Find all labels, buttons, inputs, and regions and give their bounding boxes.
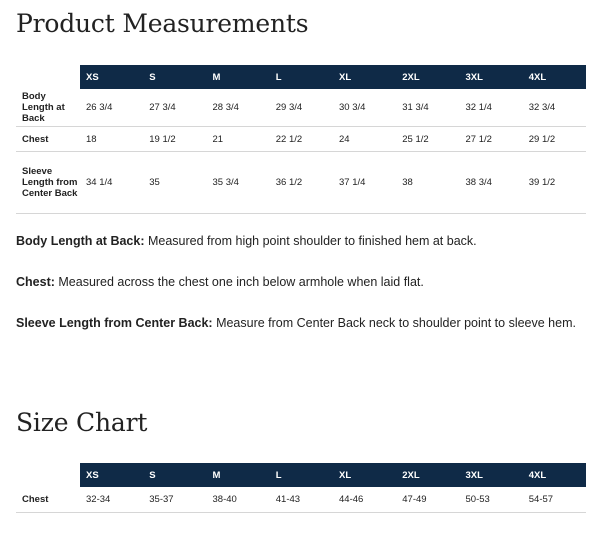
size-chart-title: Size Chart xyxy=(16,408,148,437)
table-cell: 37 1/4 xyxy=(333,152,396,214)
size-header-l: L xyxy=(270,65,333,89)
size-header-m: M xyxy=(207,65,270,89)
definition-term: Sleeve Length from Center Back: xyxy=(16,316,213,330)
table-cell: 44-46 xyxy=(333,487,396,513)
size-header-xl: XL xyxy=(333,65,396,89)
table-row xyxy=(16,487,586,513)
table-cell: 35 xyxy=(143,152,206,214)
size-header-3xl: 3XL xyxy=(460,463,523,487)
table-cell: 35-37 xyxy=(143,487,206,513)
table-cell: 24 xyxy=(333,127,396,152)
table-cell: 39 1/2 xyxy=(523,152,586,214)
product-measurements-table xyxy=(16,65,586,214)
table-row xyxy=(16,152,586,214)
table-cell: 35 3/4 xyxy=(207,152,270,214)
table-cell: 29 1/2 xyxy=(523,127,586,152)
definition-body-length xyxy=(16,232,586,251)
table-cell: 31 3/4 xyxy=(396,89,459,127)
table-cell: 36 1/2 xyxy=(270,152,333,214)
size-header-s: S xyxy=(143,65,206,89)
definition-text: Measured from high point shoulder to finished hem at back. xyxy=(144,234,477,248)
table-cell: 18 xyxy=(80,127,143,152)
row-label-sleeve-length: Sleeve Length from Center Back xyxy=(16,152,80,214)
table-header-row xyxy=(16,65,586,89)
table-cell: 29 3/4 xyxy=(270,89,333,127)
table-cell: 22 1/2 xyxy=(270,127,333,152)
size-header-l: L xyxy=(270,463,333,487)
table-cell: 27 3/4 xyxy=(143,89,206,127)
definition-chest xyxy=(16,273,586,292)
row-label-chest: Chest xyxy=(16,127,80,152)
row-label-body-length: Body Length at Back xyxy=(16,89,80,127)
size-header-4xl: 4XL xyxy=(523,463,586,487)
size-header-2xl: 2XL xyxy=(396,463,459,487)
table-cell: 26 3/4 xyxy=(80,89,143,127)
definition-text: Measured across the chest one inch below armhole when laid flat. xyxy=(54,275,424,289)
table-cell: 25 1/2 xyxy=(396,127,459,152)
table-row xyxy=(16,127,586,152)
size-header-xs: XS xyxy=(80,65,143,89)
size-header-s: S xyxy=(143,463,206,487)
row-label-chest: Chest xyxy=(16,487,80,513)
table-cell: 38 xyxy=(396,152,459,214)
table-cell: 28 3/4 xyxy=(207,89,270,127)
definition-text: Measure from Center Back neck to shoulder point to sleeve hem. xyxy=(212,316,576,330)
table-header-row xyxy=(16,463,586,487)
size-header-m: M xyxy=(207,463,270,487)
definition-term: Body Length at Back: xyxy=(16,234,145,248)
size-header-3xl: 3XL xyxy=(460,65,523,89)
table-cell: 32 1/4 xyxy=(460,89,523,127)
table-cell: 47-49 xyxy=(396,487,459,513)
table-row xyxy=(16,89,586,127)
table-cell: 41-43 xyxy=(270,487,333,513)
table-cell: 38 3/4 xyxy=(460,152,523,214)
table-cell: 32-34 xyxy=(80,487,143,513)
header-corner xyxy=(16,65,80,89)
size-header-2xl: 2XL xyxy=(396,65,459,89)
table-cell: 50-53 xyxy=(460,487,523,513)
table-cell: 30 3/4 xyxy=(333,89,396,127)
size-chart-table xyxy=(16,463,586,513)
table-cell: 19 1/2 xyxy=(143,127,206,152)
table-cell: 21 xyxy=(207,127,270,152)
definition-term: Chest: xyxy=(16,275,55,289)
table-cell: 54-57 xyxy=(523,487,586,513)
definition-sleeve-length xyxy=(16,314,586,333)
table-cell: 27 1/2 xyxy=(460,127,523,152)
table-cell: 32 3/4 xyxy=(523,89,586,127)
size-header-xs: XS xyxy=(80,463,143,487)
product-measurements-title: Product Measurements xyxy=(16,9,309,38)
size-header-4xl: 4XL xyxy=(523,65,586,89)
table-cell: 38-40 xyxy=(207,487,270,513)
size-header-xl: XL xyxy=(333,463,396,487)
header-corner xyxy=(16,463,80,487)
table-cell: 34 1/4 xyxy=(80,152,143,214)
